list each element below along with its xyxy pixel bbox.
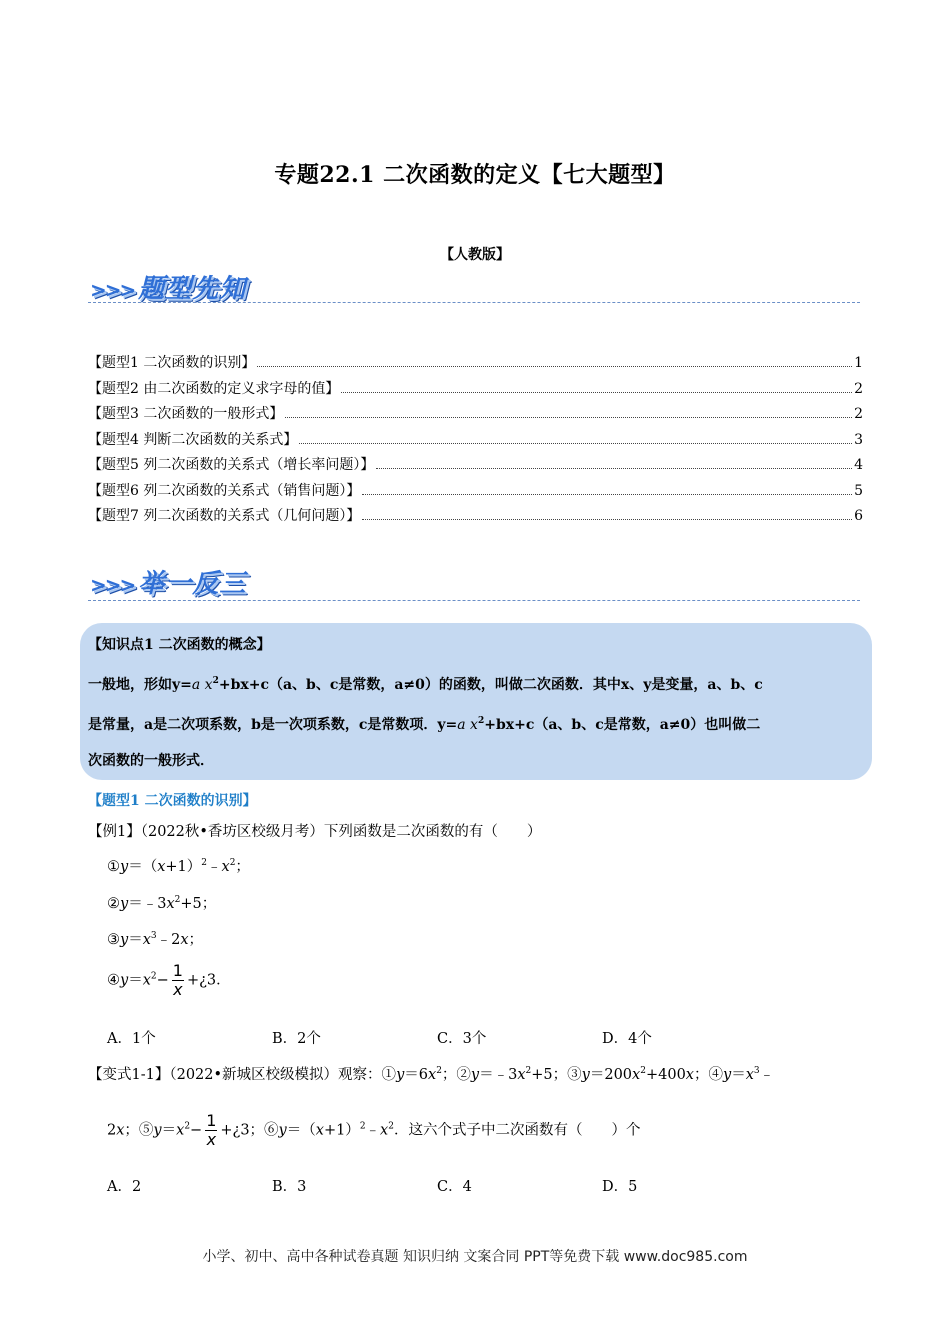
toc-item[interactable]: 【题型4 判断二次函数的关系式】 3 bbox=[88, 431, 863, 448]
toc-item[interactable]: 【题型6 列二次函数的关系式（销售问题）】 5 bbox=[88, 482, 863, 499]
option-d[interactable]: D．5 bbox=[602, 1179, 638, 1195]
section-banner-preview bbox=[90, 268, 246, 305]
toc-leader bbox=[285, 417, 852, 418]
banner-arrows-icon: >>> bbox=[90, 573, 135, 597]
toc-leader bbox=[362, 494, 852, 495]
table-of-contents bbox=[88, 352, 863, 531]
page-footer: 小学、初中、高中各种试卷真题 知识归纳 文案合同 PPT等免费下载 www.doc985.com bbox=[202, 1249, 748, 1265]
fraction: $\frac{1}{x}$ bbox=[172, 961, 183, 999]
banner-title: 题型先知 bbox=[138, 274, 247, 304]
answer-options bbox=[107, 1175, 827, 1196]
knowledge-heading: 【知识点1 二次函数的概念】 bbox=[88, 637, 271, 653]
toc-leader bbox=[362, 519, 852, 520]
option-c[interactable]: C．4 bbox=[437, 1179, 472, 1195]
option-a[interactable]: A．1个 bbox=[107, 1031, 156, 1047]
knowledge-line: 一般地，形如y=a $x^2+bx+c(a$、b、c是常数，a≠0）的函数，叫做二次函数．其中x、y是变量，a、b、c bbox=[88, 676, 763, 693]
question-type-title: 【题型1 二次函数的识别】 bbox=[88, 793, 257, 809]
banner-title: 举一反三 bbox=[138, 569, 247, 599]
dashed-divider bbox=[88, 302, 860, 303]
example-stem: 【例1】（2022秋•香坊区校级月考）下列函数是二次函数的有（ ） bbox=[88, 824, 542, 840]
example-item: $③y=x^3﹣2x$； bbox=[107, 931, 204, 948]
knowledge-box bbox=[80, 623, 872, 780]
toc-leader bbox=[341, 392, 852, 393]
toc-leader bbox=[299, 443, 852, 444]
banner-arrows-icon: >>> bbox=[90, 278, 135, 302]
knowledge-line: 次函数的一般形式． bbox=[88, 753, 214, 769]
example-item: $④y=x^2-$ $\frac{1}{x}$ +¿3． bbox=[107, 961, 231, 999]
toc-item[interactable]: 【题型2 由二次函数的定义求字母的值】 2 bbox=[88, 380, 863, 397]
variant-stem-continued: 2x；$⑤y=x^2-$ $\frac{1}{x}$ +¿3；$⑥y=(x+1)^2﹣x^2$．这六个式子中二次函数有（ ）个 bbox=[107, 1111, 641, 1149]
toc-item[interactable]: 【题型3 二次函数的一般形式】 2 bbox=[88, 406, 863, 422]
dashed-divider bbox=[88, 600, 860, 601]
toc-item[interactable]: 【题型5 列二次函数的关系式（增长率问题）】 4 bbox=[88, 457, 863, 473]
toc-item[interactable]: 【题型1 二次函数的识别】 1 bbox=[88, 355, 863, 371]
toc-leader bbox=[376, 468, 852, 469]
option-d[interactable]: D．4个 bbox=[602, 1031, 652, 1047]
section-banner-practice bbox=[90, 563, 246, 600]
option-b[interactable]: B．3 bbox=[272, 1179, 307, 1195]
page-title: 专题22.1 二次函数的定义【七大题型】 bbox=[274, 162, 676, 188]
answer-options bbox=[107, 1027, 827, 1048]
example-item: $①y=(x+1)^2﹣x^2$； bbox=[107, 858, 250, 875]
option-c[interactable]: C．3个 bbox=[437, 1031, 487, 1047]
edition-label: 【人教版】 bbox=[440, 247, 510, 263]
example-item: $②y=﹣3x^2+5$； bbox=[107, 895, 217, 912]
toc-leader bbox=[257, 366, 852, 367]
option-b[interactable]: B．2个 bbox=[272, 1031, 321, 1047]
variant-stem: 【变式1-1】（2022•新城区校级模拟）观察：$①y=6x^2$；$②y=﹣3x^2+5$；$③y=200x^2+400x$；$④y=x^3﹣$ bbox=[88, 1066, 775, 1083]
fraction: $\frac{1}{x}$ bbox=[206, 1111, 217, 1149]
option-a[interactable]: A．2 bbox=[107, 1179, 142, 1195]
knowledge-line: 是常量，a是二次项系数，b是一次项系数，c是常数项．y=a $x^2+bx+c(a$、b、c是常数，a≠0）也叫做二 bbox=[88, 716, 761, 733]
toc-item[interactable]: 【题型7 列二次函数的关系式（几何问题）】 6 bbox=[88, 508, 863, 524]
